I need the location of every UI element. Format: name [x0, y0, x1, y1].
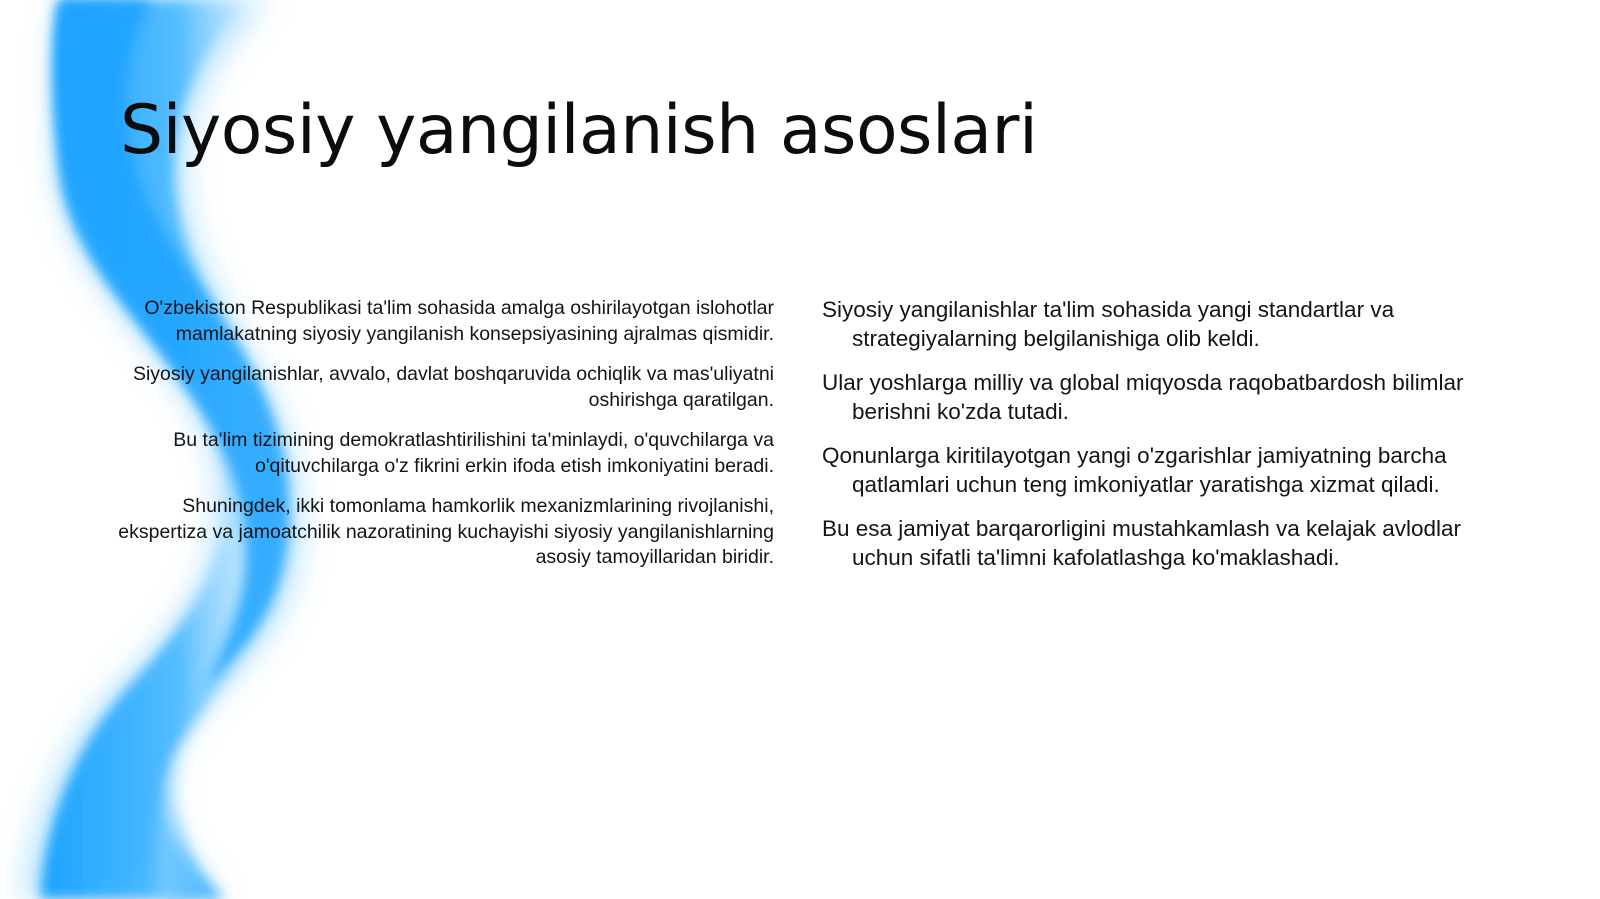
right-text-column: [822, 296, 1522, 588]
left-paragraph: Siyosiy yangilanishlar, avvalo, davlat boshqaruvida ochiqlik va mas'uliyatni oshirishga qaratilgan.: [132, 363, 774, 411]
left-paragraph: O'zbekiston Respublikasi ta'lim sohasida amalga oshirilayotgan islohotlar mamlakatning siyosiy yangilanish konsepsiyasining ajralmas qismidir.: [144, 297, 774, 345]
left-text-column: [110, 296, 774, 586]
right-paragraph: Siyosiy yangilanishlar ta'lim sohasida yangi standartlar va strategiyalarning belgilanishiga olib keldi.: [822, 297, 1395, 351]
left-paragraph: Shuningdek, ikki tomonlama hamkorlik mexanizmlarining rivojlanishi, ekspertiza va jamoatchilik nazoratining kuchayishi siyosiy yangilanishlarning asosiy tamoyillaridan biridir.: [118, 495, 774, 568]
slide-title: Siyosiy yangilanish asoslari: [120, 91, 1038, 170]
right-paragraph: Qonunlarga kiritilayotgan yangi o'zgarishlar jamiyatning barcha qatlamlari uchun teng imkoniyatlar yaratishga xizmat qiladi.: [822, 443, 1447, 497]
right-paragraph: Ular yoshlarga milliy va global miqyosda raqobatbardosh bilimlar berishni ko'zda tutadi.: [822, 370, 1464, 424]
left-paragraph: Bu ta'lim tizimining demokratlashtirilishini ta'minlaydi, o'quvchilarga va o'qituvchilarga o'z fikrini erkin ifoda etish imkoniyatini beradi.: [173, 429, 774, 477]
right-paragraph: Bu esa jamiyat barqarorligini mustahkamlash va kelajak avlodlar uchun sifatli ta'limni kafolatlashga ko'maklashadi.: [822, 516, 1462, 570]
